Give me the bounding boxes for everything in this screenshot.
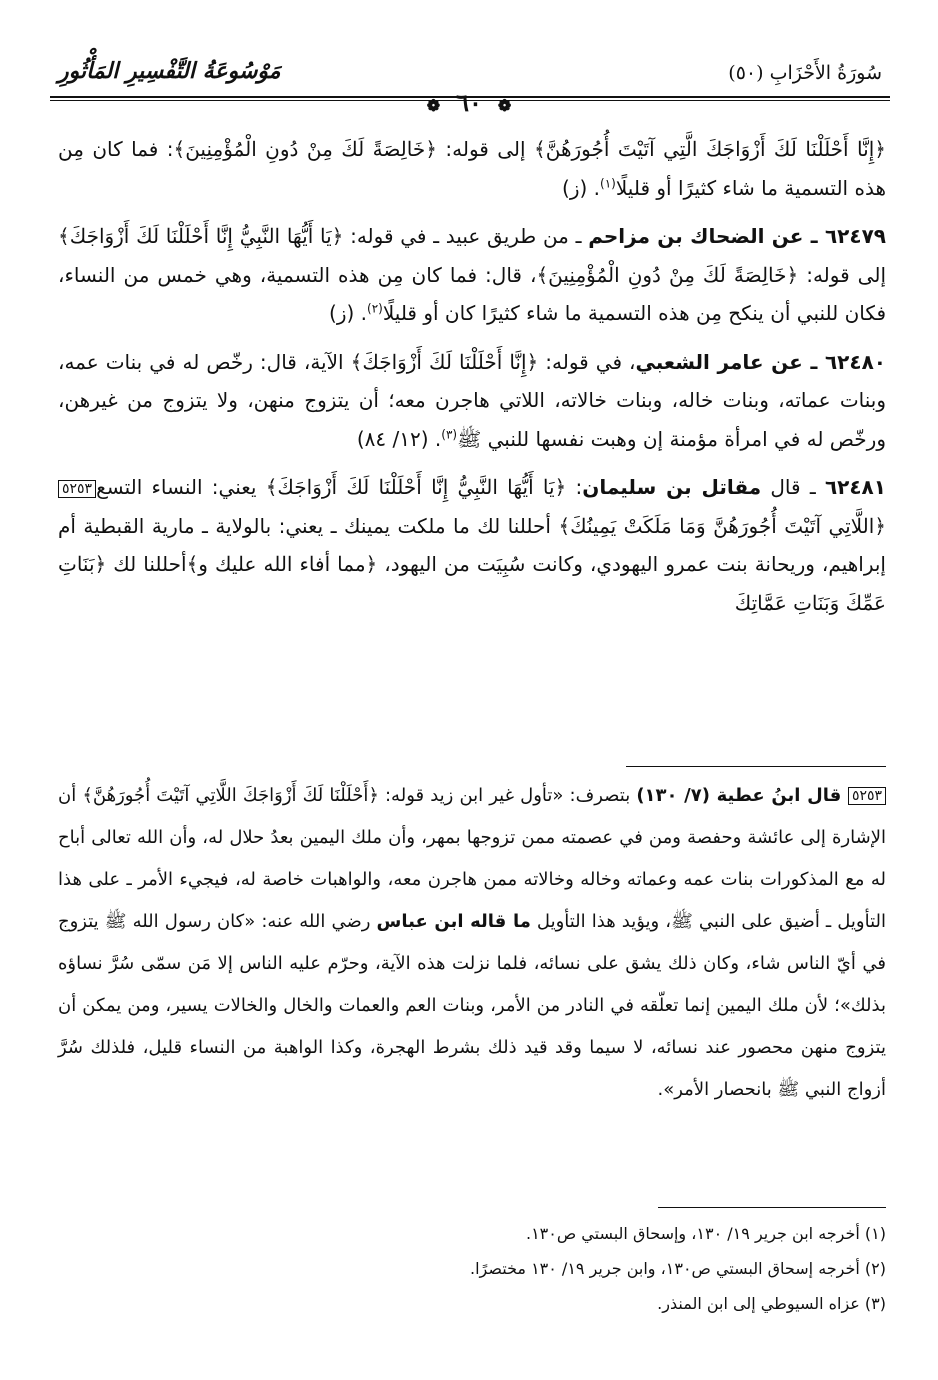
text-segment: ، في قوله: [538,349,636,374]
text-segment: يعني: النساء التسع [96,475,266,499]
footnote-separator [658,1207,886,1208]
ornament-icon: ❁ [497,96,512,115]
note-separator [626,766,886,767]
text-segment: ، قال: فما كان مِن هذه التسمية، وهي خمس من النساء، فكان للنبي أن ينكح مِن هذه التسمية ما شاء كثيرًا كان أو قليلًا [58,262,886,325]
footnotes [58,1216,886,1321]
quran-quote: ﴿إِنَّا أَحْلَلْنَا لَكَ أَزْوَاجَكَ﴾ [350,349,539,374]
entry-62479 [58,217,886,333]
quran-quote: ﴿إِنَّا أَحْلَلْنَا لَكَ أَزْوَاجَكَ الَّتِي آتَيْتَ أُجُورَهُنَّ﴾ [534,137,886,161]
scholar-name: قال ابنُ عطية [716,785,848,806]
bold-phrase: ما قاله ابن عباس [376,911,531,932]
commentary-note [58,775,886,1111]
narrator-name: ـ عن الضحاك بن مزاحم [588,224,825,248]
narrator-name: مقاتل بن سليمان [582,475,762,499]
narrator-name: ـ عن عامر الشعبي [635,349,825,374]
main-text [58,130,886,632]
text-segment: أن الإشارة إلى عائشة وحفصة ومن في عصمته ممن تزوجها بمهر، وأن ملك اليمين بعدُ حلال له، وأن الله تعالى أباح له مع المذكورات بنات عمه وعماته وخاله وخالاته ممن هاجرن معه، والواهبات خاصة له، فيجيء الأمر ـ على هذا التأويل ـ أضيق على النبي ﷺ، ويؤيد هذا التأويل [58,785,886,932]
footnote-ref: (٢) [367,301,383,316]
quran-quote: ﴿اللَّاتِي آتَيْتَ أُجُورَهُنَّ وَمَا مَلَكَتْ يَمِينُكَ﴾ [558,513,886,538]
quran-quote: ﴿خَالِصَةً لَكَ مِنْ دُونِ الْمُؤْمِنِينَ﴾ [173,137,437,161]
quran-quote: ﴿خَالِصَةً لَكَ مِنْ دُونِ الْمُؤْمِنِينَ﴾ [536,262,799,287]
entry-number: ٦٢٤٨٠ [824,349,886,374]
text-segment: أحللنا لك [106,552,187,576]
quran-quote: ﴿مما أفاء الله عليك و﴾ [186,552,378,576]
sura-title: سُورَةُ الأَحْزَابِ (٥٠) [728,62,882,84]
quran-quote: ﴿يَا أَيُّهَا النَّبِيُّ إِنَّا أَحْلَلْنَا لَكَ أَزْوَاجَكَ﴾ [58,224,344,248]
text-segment: ـ قال [761,475,825,499]
footnote-item: (٢) أخرجه إسحاق البستي ص١٣٠، وابن جرير ١٩/ ١٣٠ مختصرًا. [470,1259,886,1278]
page-number-line [0,88,938,117]
quran-quote: ﴿بَنَاتِ عَمِّكَ وَبَنَاتِ عَمَّاتِكَ [58,552,886,615]
citation: (٧/ ١٣٠) [636,785,717,806]
text-segment: الآية، قال: رخّص له في بنات عمه، وبنات عماته، وبنات خاله، وبنات خالاته، اللاتي هاجرن معه؛ أن يتزوج منهن، ولا يتزوج من غيرهن، ورخّص له في امرأة مؤمنة إن وهبت نفسها للنبي ﷺ [58,349,886,451]
entry-62480 [58,343,886,459]
text-segment: . (ز) [329,301,368,325]
page-number: ٦٠ [456,88,482,117]
text-segment: . (ز) [562,175,601,200]
text-segment: أحللنا لك ما ملكت يمينك ـ يعني: بالولاية ـ مارية القبطية أم إبراهيم، وريحانة بنت عمرو اليهودي، وكانت سُبِيَت من اليهود، [58,513,886,576]
text-segment: بتصرف: «تأول غير ابن زيد قوله: [378,785,637,806]
text-segment: إلى قوله: [436,137,535,161]
quran-quote: ﴿أَحْلَلْنَا لَكَ أَزْوَاجَكَ اللَّاتِي آتَيْتَ أُجُورَهُنَّ﴾ [82,785,379,806]
text-segment: : [566,475,583,499]
note-marker-box: ٥٢٥٣ [848,787,886,805]
entry-number: ٦٢٤٧٩ [824,224,886,248]
note-5253 [58,775,886,1111]
footnote-ref: (٣) [441,426,458,441]
entry-number: ٦٢٤٨١ [824,475,886,499]
text-segment: رضي الله عنه: «كان رسول الله ﷺ يتزوج في أيّ الناس شاء، وكان ذلك يشق على نسائه، فلما نزلت هذه الآية، وحرّم عليه الناس إلا مَن سمّى سُرَّ نساؤه بذلك»؛ لأن ملك اليمين إنما تعلّقه في النادر من الأمر، وبنات العم والعمات والخال والخالات يسير، ومن يمكن أن يتزوج منهن محصور عند نسائه، لا سيما وقد قيد ذلك بشرط الهجرة، وكذا الواهبة من النساء قليل، فلذلك سُرَّ أزواج النبي ﷺ بانحصار الأمر». [58,911,886,1100]
footnote-item: (١) أخرجه ابن جرير ١٩/ ١٣٠، وإسحاق البستي ص١٣٠. [525,1224,886,1243]
text-segment: إلى قوله: [798,262,886,287]
text-segment: : فما كان مِن هذه التسمية ما شاء كثيرًا أو قليلًا [58,137,886,200]
footnote-item: (٣) عزاه السيوطي إلى ابن المنذر. [657,1294,886,1313]
text-segment: . (١٢/ ٨٤) [356,426,442,451]
ornament-icon: ❁ [426,96,441,115]
intro-paragraph [58,130,886,207]
book-title: مَوْسُوعَةُ التَّفْسِيرِ المَأْثُورِ [58,58,281,84]
footnote-ref: (١) [600,175,616,190]
quran-quote: ﴿يَا أَيُّهَا النَّبِيُّ إِنَّا أَحْلَلْنَا لَكَ أَزْوَاجَكَ﴾ [265,475,567,499]
entry-62481 [58,468,886,622]
text-segment: ـ من طريق عبيد ـ في قوله: [343,224,589,248]
note-marker-box: ٥٢٥٣ [58,480,96,498]
